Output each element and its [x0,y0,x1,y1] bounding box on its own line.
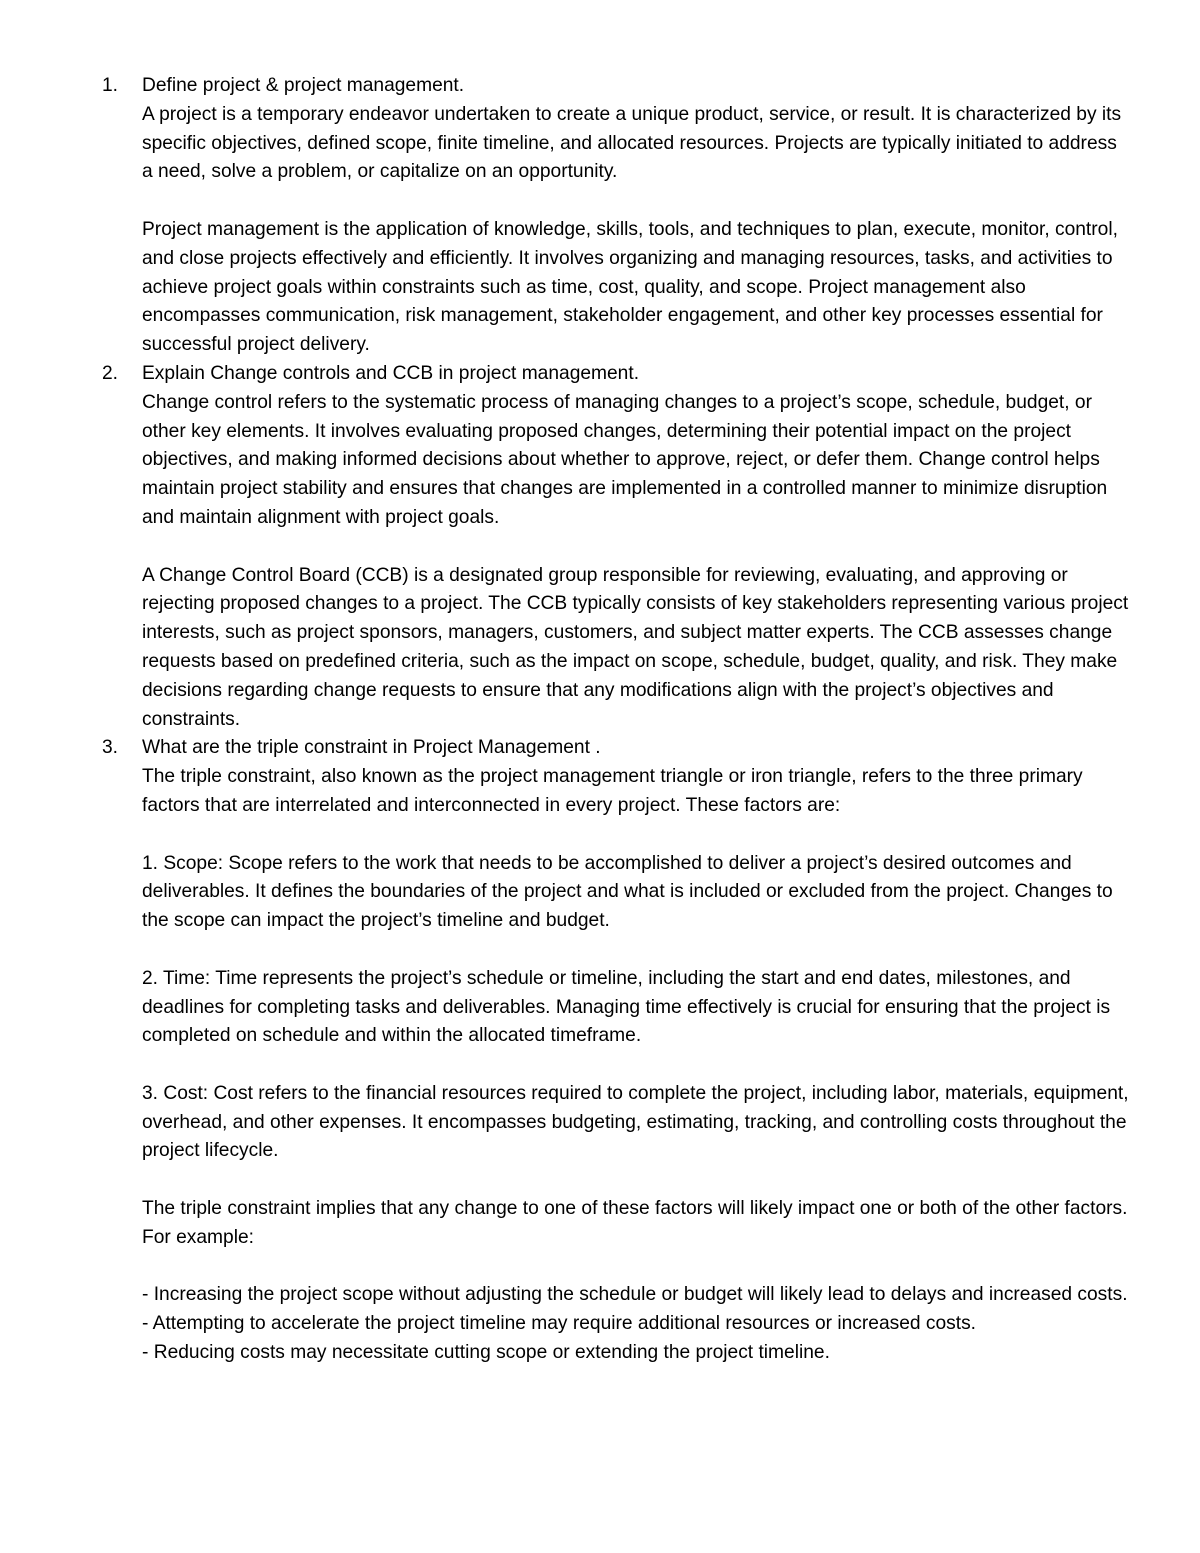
question-title: Explain Change controls and CCB in project management. [142,362,640,384]
question-3 [102,734,1132,1368]
paragraph-gap [142,1051,1132,1080]
answer-conclusion: The triple constraint implies that any change to one of these factors will likely impact one or both of the other factors. For example: [142,1198,1128,1248]
paragraph-gap [142,533,1132,562]
question-number: 2. [102,362,119,384]
answer-paragraph: Project management is the application of knowledge, skills, tools, and techniques to plan, execute, monitor, control, and close projects effectively and efficiently. It involves organizing and managing resources, tasks, and activities to achieve project goals within constraints such as time, cost, quality, and scope. Project management also encompasses communication, risk management, stakeholder engagement, and other key processes essential for successful project delivery. [142,218,1118,356]
factor-scope: 1. Scope: Scope refers to the work that needs to be accomplished to deliver a project’s desired outcomes and deliverables. It defines the boundaries of the project and what is included or excluded from the project. Changes to the scope can impact the project’s timeline and budget. [142,852,1113,932]
question-1 [102,72,1132,360]
document-body [102,72,1132,1368]
question-content [142,72,1132,360]
example-item: - Attempting to accelerate the project timeline may require additional resources or increased costs. [142,1313,976,1335]
factor-time: 2. Time: Time represents the project’s schedule or timeline, including the start and end dates, milestones, and deadlines for completing tasks and deliverables. Managing time effectively is crucial for ensuring that the project is completed on schedule and within the allocated timeframe. [142,967,1111,1047]
question-number: 3. [102,737,119,759]
paragraph-gap [142,936,1132,965]
paragraph-gap [142,821,1132,850]
question-content [142,734,1132,1368]
question-title: What are the triple constraint in Project Management . [142,737,601,759]
factor-cost: 3. Cost: Cost refers to the financial resources required to complete the project, including labor, materials, equipment, overhead, and other expenses. It encompasses budgeting, estimating, tracking, and controlling costs throughout the project lifecycle. [142,1082,1129,1162]
answer-intro: The triple constraint, also known as the project management triangle or iron triangle, refers to the three primary factors that are interrelated and interconnected in every project. These factors are: [142,766,1083,816]
answer-paragraph: A Change Control Board (CCB) is a designated group responsible for reviewing, evaluating, and approving or rejecting proposed changes to a project. The CCB typically consists of key stakeholders representing various project interests, such as project sponsors, managers, customers, and subject matter experts. The CCB assesses change requests based on predefined criteria, such as the impact on scope, schedule, budget, quality, and risk. They make decisions regarding change requests to ensure that any modifications align with the project’s objectives and constraints. [142,564,1129,730]
answer-paragraph: A project is a temporary endeavor undertaken to create a unique product, service, or result. It is characterized by its specific objectives, defined scope, finite timeline, and allocated resources. Projects are typically initiated to address a need, solve a problem, or capitalize on an opportunity. [142,103,1122,183]
paragraph-gap [142,187,1132,216]
question-number: 1. [102,75,119,96]
example-item: - Reducing costs may necessitate cutting scope or extending the project timeline. [142,1342,830,1364]
paragraph-gap [142,1253,1132,1282]
question-title: Define project & project management. [142,75,465,96]
question-2 [102,360,1132,734]
question-content [142,360,1132,734]
paragraph-gap [142,1166,1132,1195]
example-item: - Increasing the project scope without adjusting the schedule or budget will likely lead to delays and increased costs. [142,1284,1128,1306]
answer-paragraph: Change control refers to the systematic process of managing changes to a project’s scope, schedule, budget, or other key elements. It involves evaluating proposed changes, determining their potential impact on the project objectives, and making informed decisions about whether to approve, reject, or defer them. Change control helps maintain project stability and ensures that changes are implemented in a controlled manner to minimize disruption and maintain alignment with project goals. [142,391,1108,528]
